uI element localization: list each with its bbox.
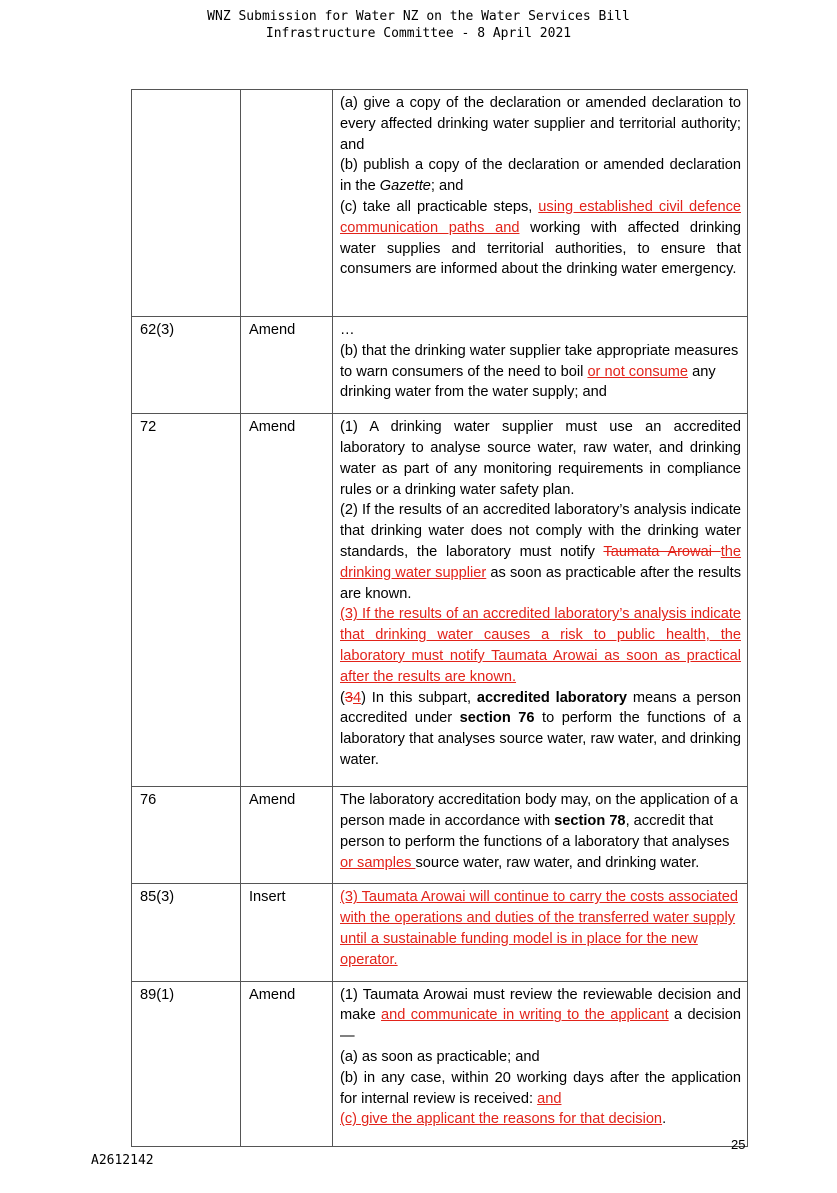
header-title: WNZ Submission for Water NZ on the Water Services Bill <box>207 9 630 24</box>
inserted-text: and communicate in writing to the applicant <box>381 1007 669 1024</box>
text-run: working with affected drinking water supplies and territorial authorities, to ensure that consumers are informed about the drinking water emergency. <box>340 219 741 278</box>
amendment-paragraph <box>340 985 741 1047</box>
amendment-paragraph <box>340 604 741 687</box>
text-run: (a) as soon as practicable; and <box>340 1048 540 1065</box>
page-number: 25 <box>731 1137 746 1152</box>
table-row <box>132 884 748 981</box>
text-run: a decision— <box>340 1007 741 1045</box>
clause-cell: 85(3) <box>132 884 241 981</box>
table-row <box>132 90 748 317</box>
deleted-text: Taumata Arowai <box>603 543 721 560</box>
amendment-text-cell <box>333 90 748 317</box>
table-row <box>132 981 748 1146</box>
inserted-text: (c) give the applicant the reasons for that decision <box>340 1111 663 1128</box>
inserted-text: or samples <box>340 854 416 871</box>
amendment-paragraph <box>340 790 741 873</box>
clause-cell: 89(1) <box>132 981 241 1146</box>
text-run: to perform the functions of a laboratory that analyses source water, raw water, and drinking water. <box>340 710 741 768</box>
text-run: . <box>662 1111 667 1128</box>
inserted-text: using established civil defence communication paths and <box>340 198 741 236</box>
text-run: source water, raw water, and drinking water. <box>415 854 700 871</box>
amendment-paragraph <box>340 500 741 604</box>
amendment-text-cell <box>333 787 748 884</box>
amendment-paragraph <box>340 1109 741 1130</box>
action-cell: Amend <box>241 787 333 884</box>
amendment-paragraph <box>340 155 741 197</box>
text-run: (b) publish a copy of the declaration or amended declaration in the <box>340 157 741 195</box>
text-run: (c) take all practicable steps, <box>340 198 539 215</box>
text-run: (b) in any case, within 20 working days after the application for internal review is received: <box>340 1069 741 1107</box>
clause-cell <box>132 90 241 317</box>
amendment-paragraph <box>340 197 741 280</box>
action-cell: Amend <box>241 414 333 787</box>
bold-term: section 76 <box>459 710 535 727</box>
text-run: The laboratory accreditation body may, on the application of a person made in accordance with <box>340 792 739 829</box>
page-header <box>0 8 837 42</box>
text-run: (b) that the drinking water supplier take appropriate measures to warn consumers of the need to boil <box>340 342 739 380</box>
text-run: ) In this subpart, <box>361 689 477 706</box>
amendment-text-cell <box>333 317 748 414</box>
amendment-paragraph <box>340 341 741 403</box>
text-run: (1) A drinking water supplier must use an accredited laboratory to analyse source water, raw water, and drinking water as part of any monitoring requirements in compliance rules or a drinking water safety plan. <box>340 419 741 498</box>
table-row <box>132 414 748 787</box>
text-run: (1) Taumata Arowai must review the reviewable decision and make <box>340 986 741 1024</box>
inserted-text: the drinking water supplier <box>340 543 742 581</box>
action-cell: Amend <box>241 981 333 1146</box>
text-run: , accredit that person to perform the functions of a laboratory that analyses <box>340 812 730 850</box>
deleted-text: 3 <box>344 689 353 706</box>
action-cell: Amend <box>241 317 333 414</box>
amendment-paragraph <box>340 1068 741 1110</box>
text-run: (2) If the results of an accredited laboratory’s analysis indicate that drinking water does not comply with the drinking water standards, the laboratory must notify <box>340 502 741 560</box>
amendment-text-cell <box>333 414 748 787</box>
text-run: means a person accredited under <box>340 689 741 727</box>
inserted-text: 4 <box>353 689 362 706</box>
document-reference: A2612142 <box>91 1153 154 1168</box>
inserted-text: or not consume <box>587 363 689 380</box>
inserted-text: (3) If the results of an accredited laboratory’s analysis indicate that drinking water causes a risk to public health, the laboratory must notify Taumata Arowai as soon as practical after the results are known. <box>340 606 741 685</box>
header-subtitle: Infrastructure Committee - 8 April 2021 <box>265 26 572 41</box>
bold-term: accredited laboratory <box>476 689 628 706</box>
text-run: as soon as practicable after the results are known. <box>340 564 741 602</box>
text-run: ; and <box>430 178 464 195</box>
amendment-paragraph <box>340 1047 741 1068</box>
submission-table <box>131 89 748 1147</box>
text-run: … <box>340 322 355 338</box>
amendment-paragraph <box>340 93 741 155</box>
amendment-paragraph <box>340 320 741 341</box>
bold-term: section 78 <box>554 812 626 829</box>
italic-term: Gazette <box>379 178 431 195</box>
text-run: (a) give a copy of the declaration or amended declaration to every affected drinking water supplier and territorial authority; and <box>340 95 741 153</box>
amendment-paragraph <box>340 417 741 500</box>
text-run: ( <box>340 689 345 706</box>
inserted-text: and <box>537 1090 562 1107</box>
clause-cell: 76 <box>132 787 241 884</box>
clause-cell: 62(3) <box>132 317 241 414</box>
table-row <box>132 317 748 414</box>
amendment-paragraph <box>340 887 741 970</box>
inserted-text: (3) Taumata Arowai will continue to carry the costs associated with the operations and duties of the transferred water supply until a sustainable funding model is in place for the new operator. <box>340 889 738 968</box>
amendment-text-cell <box>333 884 748 981</box>
amendment-text-cell <box>333 981 748 1146</box>
action-cell <box>241 90 333 317</box>
amendment-paragraph <box>340 688 741 771</box>
clause-cell: 72 <box>132 414 241 787</box>
text-run: any drinking water from the water supply; and <box>340 363 716 401</box>
table-row <box>132 787 748 884</box>
action-cell: Insert <box>241 884 333 981</box>
